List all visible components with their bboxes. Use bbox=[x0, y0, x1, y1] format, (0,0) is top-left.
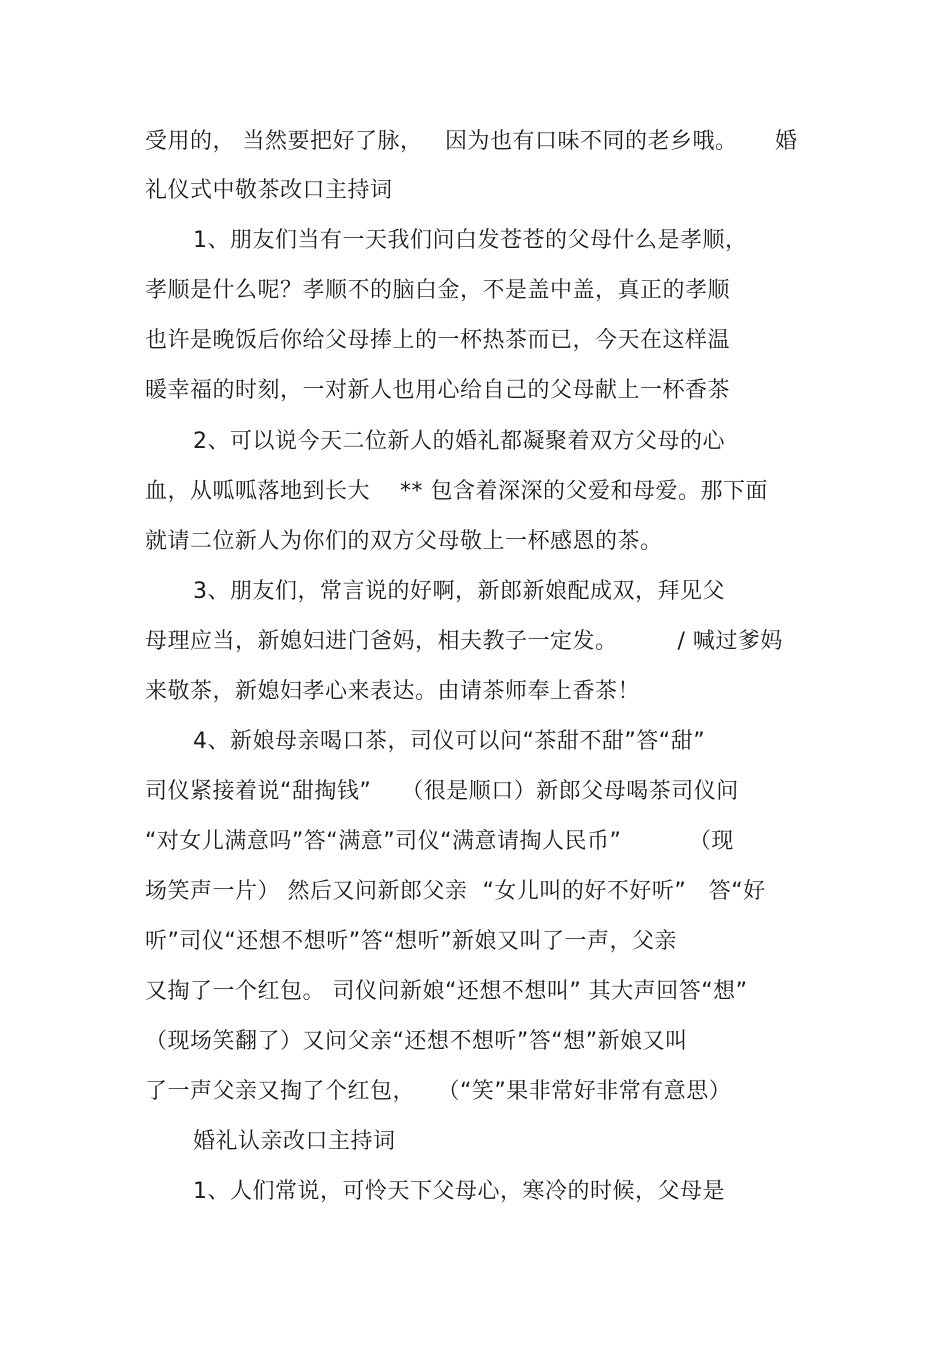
text-line: 1、朋友们当有一天我们问白发苍苍的父母什么是孝顺， bbox=[193, 228, 748, 253]
text-line: 母理应当，新媳妇进门爸妈，相夫教子一定发。 / 喊过爹妈 bbox=[145, 629, 783, 654]
text-line: 也许是晚饭后你给父母捧上的一杯热茶而已，今天在这样温 bbox=[145, 328, 731, 353]
text-line: 就请二位新人为你们的双方父母敬上一杯感恩的茶。 bbox=[145, 529, 663, 554]
text-line: 孝顺是什么呢？孝顺不的脑白金，不是盖中盖，真正的孝顺 bbox=[145, 278, 731, 303]
text-line: 2、可以说今天二位新人的婚礼都凝聚着双方父母的心 bbox=[193, 429, 725, 454]
text-line: 听”司仪“还想不想听”答“想听”新娘又叫了一声，父亲 bbox=[145, 929, 677, 954]
text-line: 1、人们常说，可怜天下父母心，寒冷的时候，父母是 bbox=[193, 1179, 725, 1204]
text-line: 3、朋友们，常言说的好啊，新郎新娘配成双，拜见父 bbox=[193, 579, 725, 604]
text-line: 礼仪式中敬茶改口主持词 bbox=[145, 178, 393, 203]
text-line: 血，从呱呱落地到长大 ** 包含着深深的父爱和母爱。那下面 bbox=[145, 479, 768, 504]
text-line: “对女儿满意吗”答“满意”司仪“满意请掏人民币” （现 bbox=[145, 829, 734, 854]
text-line: 4、新娘母亲喝口茶，司仪可以问“茶甜不甜”答“甜” bbox=[193, 729, 706, 754]
text-line: 来敬茶，新媳妇孝心来表达。由请茶师奉上香茶！ bbox=[145, 679, 641, 704]
text-line: 暖幸福的时刻，一对新人也用心给自己的父母献上一杯香茶 bbox=[145, 378, 731, 403]
text-line: 了一声父亲又掏了个红包， （“笑”果非常好非常有意思） bbox=[145, 1079, 732, 1104]
text-line: 受用的， 当然要把好了脉， 因为也有口味不同的老乡哦。 婚 bbox=[145, 129, 798, 154]
text-line: 场笑声一片） 然后又问新郎父亲 “女儿叫的好不好听” 答“好 bbox=[145, 879, 766, 904]
text-line: 又掏了一个红包。 司仪问新娘“还想不想叫” 其大声回答“想” bbox=[145, 979, 748, 1004]
section-heading: 婚礼认亲改口主持词 bbox=[193, 1129, 396, 1154]
text-line: （现场笑翻了）又问父亲“还想不想听”答“想”新娘又叫 bbox=[145, 1029, 688, 1054]
text-line: 司仪紧接着说“甜掏钱” （很是顺口）新郎父母喝茶司仪问 bbox=[145, 779, 739, 804]
